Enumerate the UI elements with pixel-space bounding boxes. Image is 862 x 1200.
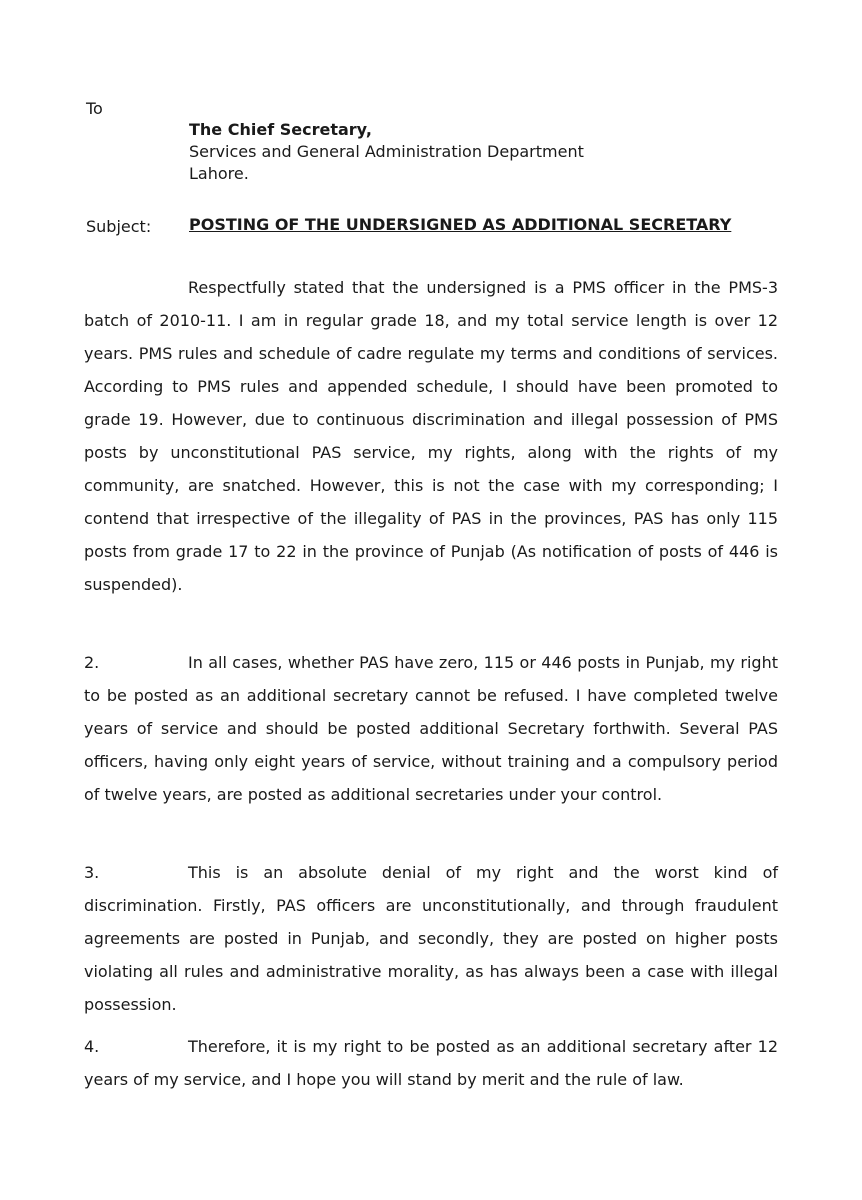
paragraph-3	[84, 856, 778, 1021]
paragraph-text: This is an absolute denial of my right and the worst kind of discrimination. Firstly, PAS officers are unconstitutionally, and through fraudulent agreements are posted in Punjab, and secondly, they are posted on higher posts violating all rules and administrative morality, as has always been a case with illegal possession.	[84, 863, 778, 1014]
to-label: To	[86, 99, 103, 118]
paragraph-number: 2.	[84, 653, 100, 672]
subject-label: Subject:	[86, 217, 152, 236]
recipient-city: Lahore.	[189, 164, 249, 183]
paragraph-2	[84, 646, 778, 811]
recipient-address	[189, 119, 584, 185]
paragraph-1	[84, 271, 778, 601]
paragraph-text: In all cases, whether PAS have zero, 115 or 446 posts in Punjab, my right to be posted as an additional secretary cannot be refused. I have completed twelve years of service and should be posted additional Secretary forthwith. Several PAS officers, having only eight years of service, without training and a compulsory period of twelve years, are posted as additional secretaries under your control.	[84, 653, 778, 804]
recipient-name: The Chief Secretary,	[189, 120, 372, 139]
paragraph-text: Therefore, it is my right to be posted as an additional secretary after 12 years of my service, and I hope you will stand by merit and the rule of law.	[84, 1037, 778, 1089]
recipient-department: Services and General Administration Department	[189, 142, 584, 161]
subject-line: POSTING OF THE UNDERSIGNED AS ADDITIONAL SECRETARY	[189, 215, 732, 234]
paragraph-4	[84, 1030, 778, 1096]
paragraph-text: Respectfully stated that the undersigned is a PMS officer in the PMS-3 batch of 2010-11. I am in regular grade 18, and my total service length is over 12 years. PMS rules and schedule of cadre regulate my terms and conditions of services. According to PMS rules and appended schedule, I should have been promoted to grade 19. However, due to continuous discrimination and illegal possession of PMS posts by unconstitutional PAS service, my rights, along with the rights of my community, are snatched. However, this is not the case with my corresponding; I contend that irrespective of the illegality of PAS in the provinces, PAS has only 115 posts from grade 17 to 22 in the province of Punjab (As notification of posts of 446 is suspended).	[84, 278, 778, 594]
paragraph-number: 4.	[84, 1037, 100, 1056]
paragraph-number: 3.	[84, 863, 100, 882]
